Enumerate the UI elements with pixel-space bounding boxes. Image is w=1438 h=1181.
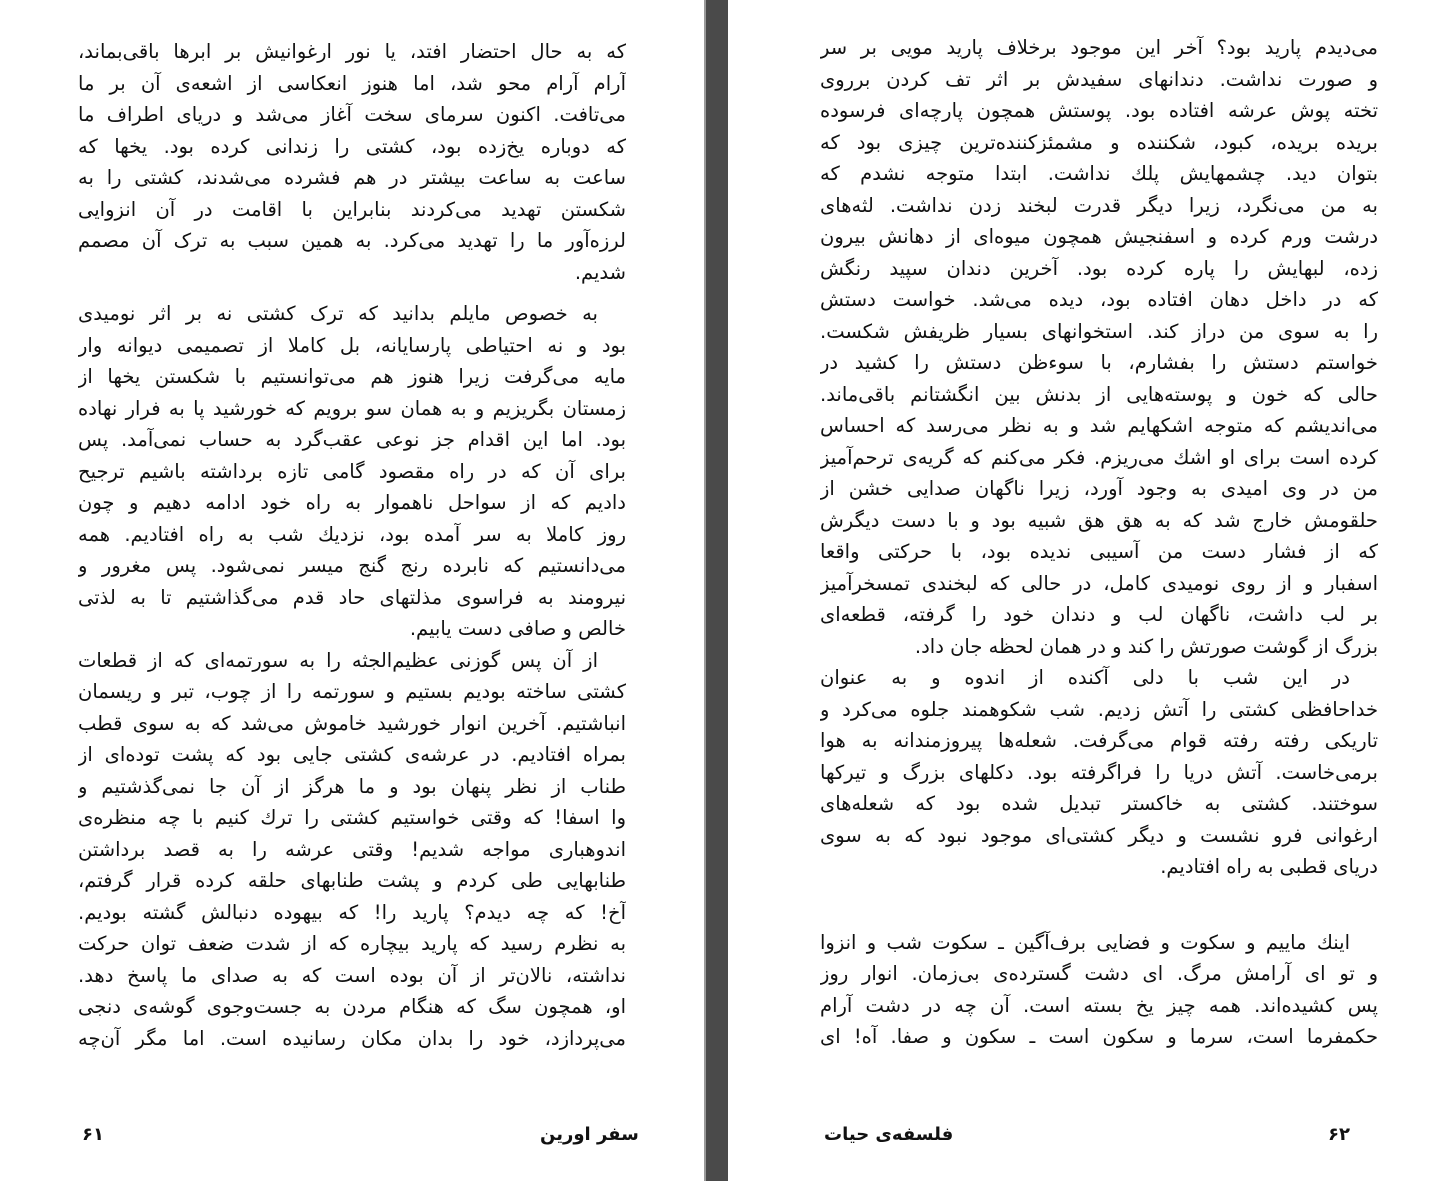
text-line: بریده بریده، کبود، شکننده و مشمئزکننده‌ترین چیزی بود که [820,130,1378,154]
text-line: می‌پردازد، خود را بدان مکان رسانیده است. اما مگر آن‌چه [78,1026,626,1050]
text-line: بود. اما این اقدام جز نوعی عقب‌گرد به حساب نمی‌آمد. پس [78,428,626,451]
text-line: طنابهایی طی کردم و پشت طنابهای حلقه کرده قرار گرفتم، [78,869,626,892]
text-line: دادیم که از سواحل ناهموار به راه خود ادامه دهیم و چون [78,491,626,514]
text-line: که دوباره یخ‌زده بود، کشتی را زندانی کرده بود. یخها که [78,134,626,158]
right-page [728,0,1438,1181]
section-gap [820,883,1378,927]
page-edge [704,0,706,1181]
text-line: خداحافظی کشتی را آتش زدیم. شب شکوهمند جلوه می‌کرد و [820,697,1378,721]
text-line: زمستان بگریزیم و به همان سو برویم که خورشید پا به فرار نهاده [78,396,626,420]
text-line: او، همچون سگ که هنگام مردن به جست‌وجوی گوشه‌ی دنجی [78,995,626,1018]
text-line: به من می‌نگرد، زیرا دیگر قدرت لبخند زدن نداشت. لثه‌های [820,193,1378,217]
text-line: برای آن که در راه مقصود گامی تازه برداشته باشیم ترجیح [78,459,626,483]
paragraph [820,662,1378,883]
text-line: می‌اندیشم که متوجه اشکهایم شد و به نظر می‌رسد که احساس [820,414,1378,437]
text-line: به خصوص مایلم بدانید که ترک کشتی نه بر اثر نومیدی [78,302,598,325]
text-line: که در داخل دهان افتاده بود، دیده می‌شد. خواست دستش [820,288,1378,311]
text-line: کشتی ساخته بودیم بستیم و سورتمه را از چوب، تبر و ریسمان [78,680,626,703]
text-line: بر لب داشت، ناگهان لب و دندان خود را گرفته، قطعه‌ای [820,603,1378,626]
text-line: مایه می‌گرفت زیرا هنوز هم می‌توانستیم با شکستن یخها از [78,365,626,388]
text-line: بزرگ از گوشت صورتش را کند و در همان لحظه جان داد. [914,634,1378,658]
text-line: که از فشار دست من آسیبی ندیده بود، با حرکتی واقعا [820,540,1378,563]
right-page-body [820,32,1378,1053]
text-line: من در وی امیدی به وجود آورد، زیرا ناگهان صدایی خشن از [820,477,1378,500]
text-line: آرام آرام محو شد، اما هنوز انعکاسی از اشعه‌ی آن بر ما [78,71,626,95]
text-line: ساعت به ساعت بیشتر در هم فشرده می‌شدند، کشتی را به [78,166,626,189]
text-line: از آن پس گوزنی عظیم‌الجثه را به سورتمه‌ای که از قطعات [78,648,598,672]
text-line: انباشتیم. آخرین انوار خورشید خاموش می‌شد که به سوی قطب [78,711,626,735]
text-line: نیرومند به فراسوی مذلتهای حاد قدم می‌گذاشتیم تا به لذتی [78,585,626,609]
text-line: خالص و صافی دست یابیم. [409,617,626,640]
left-page-footer [0,1124,706,1152]
paragraph [820,32,1378,662]
text-line: شدیم. [574,260,626,284]
left-page [0,0,706,1181]
text-line: که به حال احتضار افتد، یا نور ارغوانیش بر ابرها باقی‌بماند، [78,40,626,63]
text-line: حکمفرما است، سرما و سکون است ـ سکون و صفا. آه! ای [820,1025,1378,1048]
text-line: برمی‌خاست. آتش دریا را فراگرفته بود. دکلهای بزرگ و تیرکها [820,760,1378,784]
text-line: بود و نه احتیاطی پارسایانه، بل کاملا از تصمیمی دیوانه وار [78,333,626,357]
text-line: می‌دانستیم که نابرده رنج گنج میسر نمی‌شود. پس مغرور و [78,554,626,577]
text-line: طناب از نظر پنهان بود و ما هرگز از آن جا نمی‌گذشتیم و [78,774,626,798]
text-line: اینك ماییم و سکوت و فضایی برف‌آگین ـ سکوت شب و انزوا [820,930,1350,954]
paragraph [78,298,626,645]
text-line: بمراه افتادیم. در عرشه‌ی کشتی جایی بود که پشت توده‌ای از [78,743,626,766]
paragraph [820,927,1378,1053]
page-number: ۶۲ [1328,1124,1350,1145]
text-line: و صورت نداشت. دندانهای سفیدش بر اثر تف کردن برروی [820,67,1378,91]
text-line: اسفبار و از روی نومیدی کامل، در حالی که لبخندی تمسخرآمیز [820,571,1378,595]
text-line: وا اسفا! که وقتی خواستیم کشتی را ترك کنیم با چه منظره‌ی [78,806,626,829]
text-line: شکستن تهدید می‌کردند بنابراین با اقامت در آن انزوایی [78,197,626,221]
text-line: آخ! که چه دیدم؟ پارید را! که بیهوده دنبالش گشته بودیم. [78,900,626,924]
text-line: حالی که خون و پوسته‌هایی از بدنش بین انگشتانم باقی‌ماند. [820,382,1378,406]
text-line: حلقومش خارج شد که به هق هق شبیه بود و با دست دیگرش [820,508,1378,532]
text-line: را به سوی من دراز کند. استخوانهای بسیار ظریفش شکست. [820,319,1378,343]
running-head: سفر اورین [540,1124,639,1145]
text-line: ارغوانی فرو نشست و دیگر کشتی‌ای موجود نبود که به سوی [820,823,1378,847]
text-line: پس کشیده‌اند. همه چیز یخ بسته است. آن چه در دشت آرام [820,993,1378,1017]
text-line: دریای قطبی به راه افتادیم. [1160,855,1378,878]
text-line: تاریکی رفته رفته قوام می‌گرفت. شعله‌ها پیروزمندانه به هوا [820,729,1378,752]
text-line: لرزه‌آور ما را تهدید می‌کرد. به همین سبب به ترک آن مصمم [78,229,626,252]
text-line: اندوهباری مواجه شدیم! وقتی عرشه را به قصد برداشتن [78,837,626,861]
page-number: ۶۱ [82,1124,104,1145]
text-line: به نظرم رسید که پارید بیچاره که از شدت ضعف توان حرکت [78,932,626,955]
text-line: خواستم دستش را بفشارم، با سوءظن دستش را کشید در [820,351,1378,374]
text-line: در این شب با دلی آکنده از اندوه و به عنوان [820,666,1350,689]
text-line: کرده است برای او اشك می‌ریزم. فکر می‌کنم که گریه‌ی ترحم‌آمیز [820,445,1378,469]
text-line: درشت ورم کرده و اسفنجیش همچون میوه‌ای از دهانش بیرون [820,225,1378,248]
paragraph-gap [78,288,626,298]
running-head: فلسفه‌ی حیات [824,1124,954,1145]
text-line: زده، لبهایش را پاره کرده بود. آخرین دندان سپید رنگش [820,256,1378,280]
text-line: روز کاملا به سر آمده بود، نزدیك شب به راه افتادیم. همه [78,522,626,546]
book-gutter [706,0,728,1181]
left-page-body [78,36,626,1054]
right-page-footer [728,1124,1438,1152]
text-line: و تو ای آرامش مرگ. ای دشت گسترده‌ی بی‌زمان. انوار روز [820,962,1378,985]
text-line: بتوان دید. چشمهایش پلك نداشت. ابتدا متوجه نشدم که [820,162,1378,185]
paragraph [78,36,626,288]
text-line: می‌تافت. اکنون سرمای سخت آغاز می‌شد و دریای اطراف ما [78,103,626,126]
text-line: نداشته، نالان‌تر از آن بوده است که به صدای ما پاسخ دهد. [78,963,626,987]
paragraph [78,645,626,1055]
text-line: سوختند. کشتی به خاکستر تبدیل شده بود که شعله‌های [820,792,1378,815]
text-line: تخته پوش عرشه افتاده بود. پوستش همچون پارچه‌ای فرسوده [820,99,1378,122]
text-line: می‌دیدم پارید بود؟ آخر این موجود برخلاف پارید مویی بر سر [820,36,1378,59]
